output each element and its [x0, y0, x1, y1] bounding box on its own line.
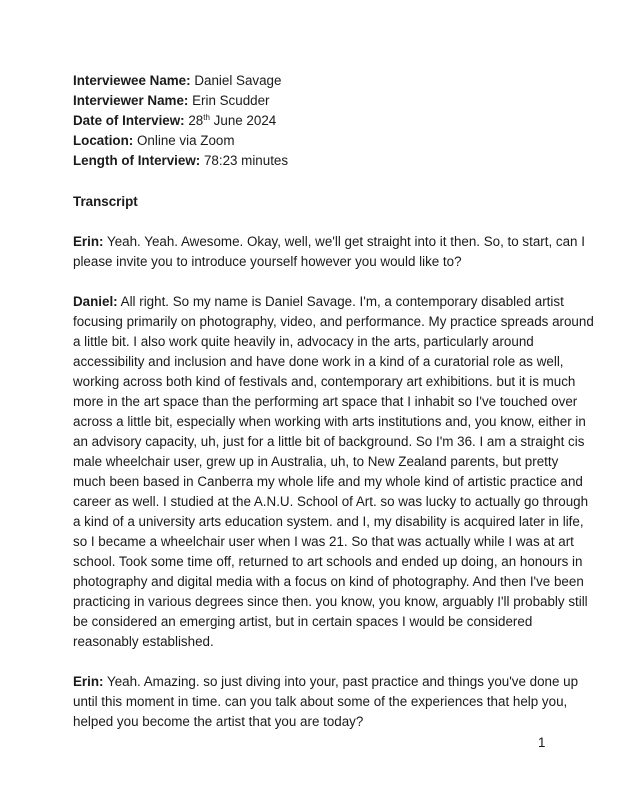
- date-line: [73, 111, 553, 131]
- location-label: Location:: [73, 133, 134, 148]
- transcript-heading: Transcript: [73, 194, 138, 209]
- transcript-line: much been based in Canberra my whole life and my whole kind of artistic practice and: [73, 474, 583, 489]
- date-rest: June 2024: [213, 113, 277, 128]
- turn-text: Yeah. Amazing. so just diving into your, past practice and things you've done up: [107, 674, 579, 689]
- transcript-turn: [73, 292, 594, 652]
- transcript-line: accessibility and inclusion and have done work in a kind of a curatorial role as well,: [73, 354, 564, 369]
- interviewer-line: [73, 91, 553, 111]
- interview-metadata: [73, 71, 553, 171]
- interviewee-label: Interviewee Name:: [73, 73, 191, 88]
- transcript-line: [73, 232, 585, 252]
- document-page: [73, 71, 594, 732]
- speaker-label: Daniel:: [73, 294, 118, 309]
- transcript-line: [73, 672, 579, 692]
- transcript-line: career as well. I studied at the A.N.U. School of Art. so was lucky to actually go through: [73, 494, 589, 509]
- transcript-line: photography and digital media with a focus on kind of photography. And then I've been: [73, 574, 584, 589]
- transcript-line: a kind of a university arts education system. and I, my disability is acquired later in life,: [73, 514, 584, 529]
- transcript-line: working across both kind of festivals and, contemporary art exhibitions. but it is much: [73, 374, 576, 389]
- transcript-turn: [73, 672, 579, 732]
- transcript-line: helped you become the artist that you are today?: [73, 714, 364, 729]
- interviewee-value: Daniel Savage: [194, 73, 282, 88]
- turn-text: Yeah. Yeah. Awesome. Okay, well, we'll get straight into it then. So, to start, can I: [107, 234, 585, 249]
- transcript-line: school. Took some time off, returned to art schools and ended up doing, an honours in: [73, 554, 583, 569]
- length-label: Length of Interview:: [73, 153, 201, 168]
- interviewer-label: Interviewer Name:: [73, 93, 189, 108]
- transcript-line: until this moment in time. can you talk about some of the experiences that help you,: [73, 694, 568, 709]
- transcript-line: reasonably established.: [73, 634, 214, 649]
- date-day: 28: [188, 113, 204, 128]
- transcript-line: more in the art space than the performing art space that I inhabit so I've touched over: [73, 394, 578, 409]
- location-value: Online via Zoom: [137, 133, 235, 148]
- length-line: [73, 151, 553, 171]
- transcript-line: please invite you to introduce yourself however you would like to?: [73, 254, 462, 269]
- transcript-line: an advisory capacity, uh, just for a little bit of background. So I'm 36. I am a straight cis: [73, 434, 585, 449]
- turn-text: All right. So my name is Daniel Savage. I'm, a contemporary disabled artist: [120, 294, 564, 309]
- transcript-line: a little bit. I also work quite heavily in, advocacy in the arts, particularly around: [73, 334, 534, 349]
- transcript-line: across a little bit, especially when working with arts institutions and, you know, either in: [73, 414, 586, 429]
- date-label: Date of Interview:: [73, 113, 185, 128]
- length-value: 78:23 minutes: [203, 153, 289, 168]
- date-suffix: th: [203, 113, 210, 122]
- transcript-line: [73, 292, 564, 312]
- transcript-line: be considered an emerging artist, but in certain spaces I would be considered: [73, 614, 533, 629]
- speaker-label: Erin:: [73, 674, 104, 689]
- transcript-line: so I became a wheelchair user when I was 21. So that was actually while I was at art: [73, 534, 574, 549]
- transcript-line: practicing in various degrees since then. you know, you know, arguably I'll probably still: [73, 594, 588, 609]
- transcript-turn: [73, 232, 585, 272]
- transcript-line: male wheelchair user, grew up in Australia, uh, to New Zealand parents, but pretty: [73, 454, 559, 469]
- page-number: 1: [538, 735, 546, 750]
- speaker-label: Erin:: [73, 234, 104, 249]
- interviewer-value: Erin Scudder: [192, 93, 270, 108]
- transcript-line: focusing primarily on photography, video, and performance. My practice spreads around: [73, 314, 594, 329]
- location-line: [73, 131, 553, 151]
- interviewee-line: [73, 71, 553, 91]
